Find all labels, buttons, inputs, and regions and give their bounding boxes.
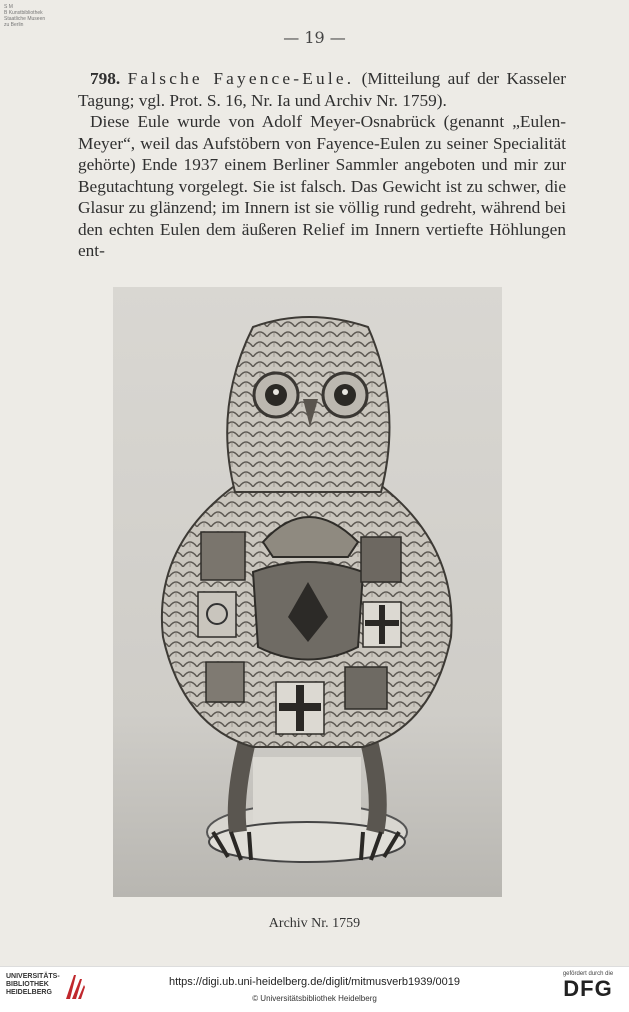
dfg-logo: DFG [563, 976, 613, 1001]
university-line: UNIVERSITÄTS- [6, 973, 60, 980]
copyright-notice: © Universitätsbibliothek Heidelberg [252, 994, 377, 1003]
permalink-url[interactable]: https://digi.ub.uni-heidelberg.de/diglit/mitmusverb1939/0019 [168, 976, 461, 988]
library-stamp [4, 4, 45, 28]
stamp-line: Staatliche Museen [4, 16, 46, 22]
figure-caption: Archiv Nr. 1759 [268, 916, 361, 931]
article-text [78, 68, 566, 262]
entry-number: 798. [90, 69, 121, 88]
entry-heading-paragraph [78, 68, 566, 111]
dfg-funding-logo[interactable] [555, 971, 621, 1009]
stamp-line: zu Berlin [4, 22, 24, 28]
entry-reference: (Mitteilung auf der Kasseler Tagung; vgl. Prot. S. 16, Nr. Ia und Archiv Nr. 1759). [78, 69, 566, 110]
owl-photograph [113, 287, 502, 897]
viewer-footer [0, 966, 629, 1012]
stamp-line: B Kunstbibliothek [4, 10, 43, 16]
dfg-funding-note: gefördert durch die [562, 971, 614, 977]
university-line: BIBLIOTHEK [6, 981, 49, 988]
entry-title: Falsche Fayence-Eule. [127, 69, 355, 88]
owl-jug-image [113, 287, 502, 897]
page-number: — 19 — [283, 28, 346, 47]
stamp-line: S M [4, 4, 13, 10]
university-line: HEIDELBERG [6, 989, 52, 996]
entry-body: Diese Eule wurde von Adolf Meyer-Osnabrück (genannt „Eulen-Meyer“, weil das Aufstöbern von Fayence-Eulen zu seiner Specialität gehörte) Ende 1937 einem Berliner Sammler angeboten und mir zur Begutachtung vorgelegt. Sie ist falsch. Das Gewicht ist zu schwer, die Glasur zu glänzend; im Innern ist sie völlig rund gedreht, während bei den echten Eulen dem äußeren Relief im Innern vertiefte Höhlungen ent- [78, 112, 566, 260]
